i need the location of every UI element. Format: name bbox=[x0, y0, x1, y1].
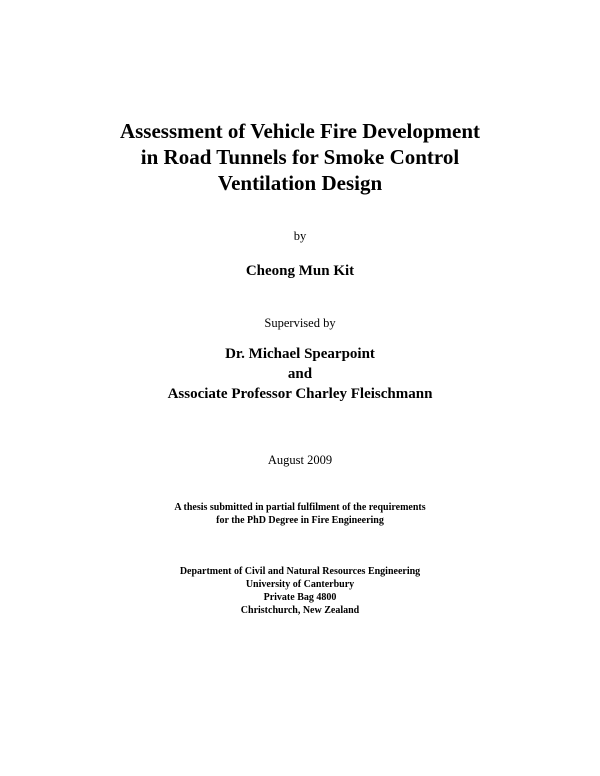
department: Department of Civil and Natural Resources Engineering bbox=[179, 566, 421, 577]
university: University of Canterbury bbox=[245, 579, 355, 590]
thesis-statement-line-2: for the PhD Degree in Fire Engineering bbox=[216, 515, 384, 526]
supervised-by-label: Supervised by bbox=[264, 316, 336, 330]
by-label: by bbox=[293, 229, 307, 243]
title-line-3: Ventilation Design bbox=[217, 171, 383, 195]
author-name: Cheong Mun Kit bbox=[245, 263, 355, 279]
title-line-1: Assessment of Vehicle Fire Development bbox=[119, 119, 481, 143]
submission-date: August 2009 bbox=[267, 453, 333, 467]
supervisor-1: Dr. Michael Spearpoint bbox=[225, 346, 375, 362]
supervisor-2: Associate Professor Charley Fleischmann bbox=[167, 386, 433, 402]
postal-address: Private Bag 4800 bbox=[263, 592, 337, 603]
thesis-statement-line-1: A thesis submitted in partial fulfilment of the requirements bbox=[174, 502, 426, 513]
city-country: Christchurch, New Zealand bbox=[240, 605, 360, 616]
supervisor-conjunction: and bbox=[287, 366, 313, 382]
title-line-2: in Road Tunnels for Smoke Control bbox=[140, 145, 460, 169]
